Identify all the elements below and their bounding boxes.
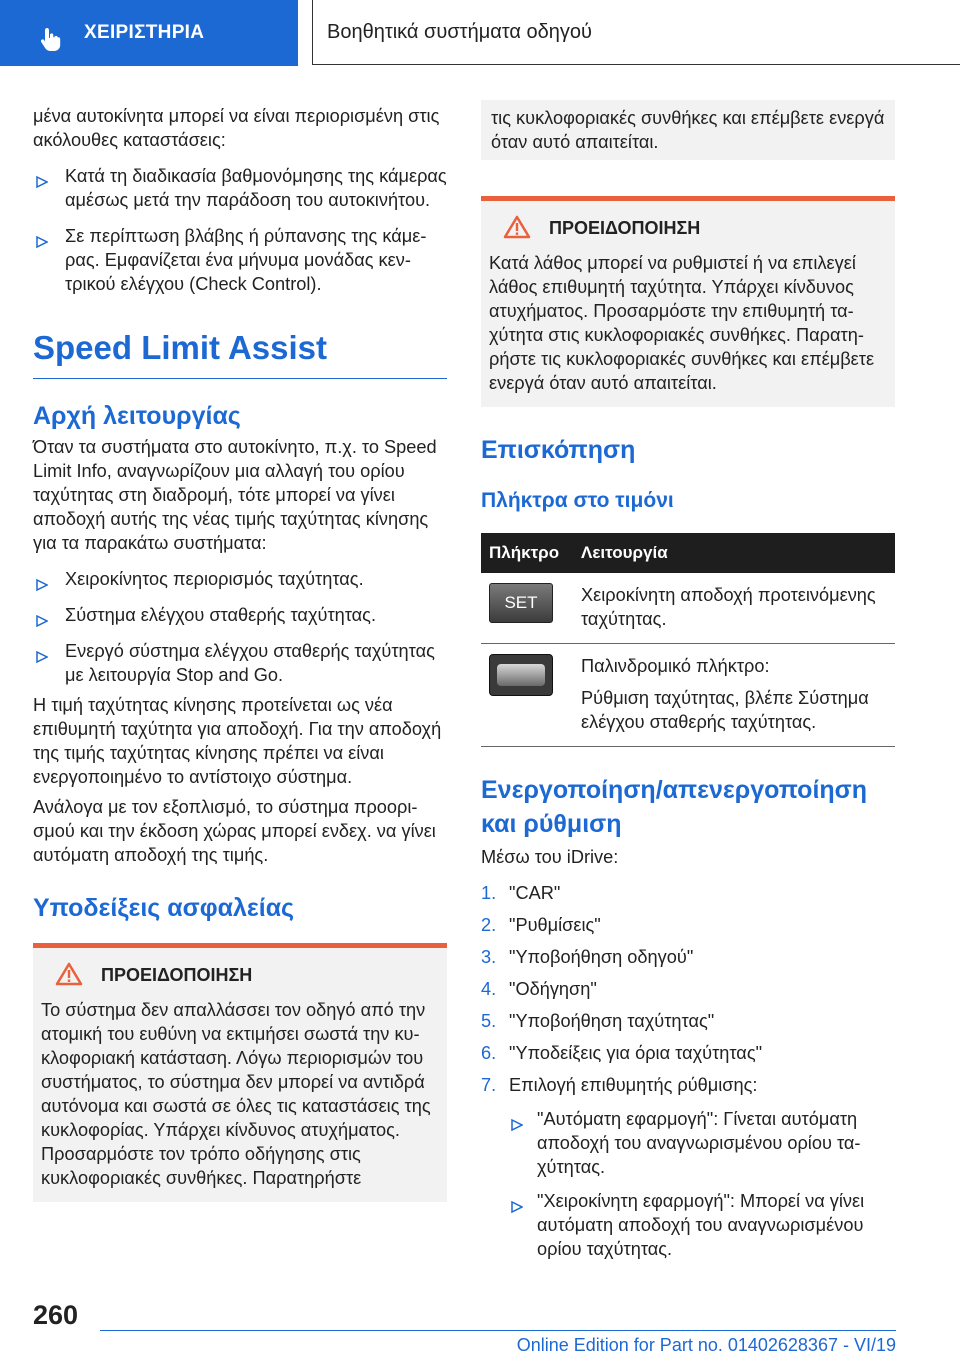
warning-title: ΠΡΟΕΙΔΟΠΟΙΗΣΗ — [101, 965, 253, 985]
warning-header — [489, 215, 887, 243]
warning-box — [481, 196, 895, 407]
step-text: "Οδήγηση" — [509, 979, 597, 999]
step-text: "Ρυθμίσεις" — [509, 915, 601, 935]
numbered-step — [481, 1009, 895, 1033]
step-number: 7. — [481, 1075, 497, 1095]
warning-triangle-icon — [55, 962, 83, 993]
step-text: Επιλογή επιθυμητής ρύθμισης: — [509, 1075, 758, 1095]
list-item-text: Σύστημα ελέγχου σταθερής ταχύτητας. — [65, 605, 376, 625]
step-number: 1. — [481, 883, 497, 903]
function-line: Παλινδρομικό πλήκτρο: — [581, 656, 770, 676]
triangle-bullet-icon — [36, 609, 48, 633]
step-text: "CAR" — [509, 883, 561, 903]
subheading-safety: Υποδείξεις ασφαλείας — [33, 894, 295, 922]
numbered-step — [481, 1073, 895, 1097]
warning-triangle-icon — [503, 215, 531, 246]
table-cell-function — [573, 644, 895, 747]
numbered-step — [481, 1041, 895, 1065]
set-button-icon — [489, 583, 553, 623]
triangle-bullet-icon — [511, 1113, 523, 1137]
table-row — [481, 644, 895, 747]
subheading-activation: Ενεργοποίηση/απενεργοποίηση και ρύθμιση — [481, 776, 868, 838]
keys-table — [481, 533, 895, 747]
list-item — [33, 567, 447, 591]
list-item-text: Κατά τη διαδικασία βαθμονόμησης της κάμερας αμέσως μετά την παράδοση του αυτοκινήτου. — [65, 166, 447, 210]
table-header-row — [481, 533, 895, 573]
page-header — [0, 0, 960, 66]
footer-divider — [100, 1330, 896, 1331]
numbered-step — [481, 913, 895, 937]
section-label: ΧΕΙΡΙΣΤΗΡΙΑ — [84, 22, 205, 43]
function-line: Ρύθμιση ταχύτητας, βλέπε Σύστημα ελέγχου σταθερής ταχύτητας. — [581, 688, 869, 732]
warning-header — [41, 962, 439, 990]
sub-list-text: "Αυτόματη εφαρμογή": Γίνεται αυτόματη αποδοχή του αναγνωρισμένου ορίου ταχύτητας. — [537, 1109, 861, 1177]
subheading-overview: Επισκόπηση — [481, 436, 636, 464]
sub-list-item — [481, 1189, 895, 1261]
intro-text: μένα αυτοκίνητα μπορεί να είναι περιορισμένη στις ακόλουθες καταστάσεις: — [33, 106, 440, 150]
step-text: "Υποβοήθηση ταχύτητας" — [509, 1011, 715, 1031]
paragraph: Ανάλογα με τον εξοπλισμό, το σύστημα προορισμού και την έκδοση χώρας μπορεί ενδεχ. να γίνει αυτόματη αποδοχή της τιμής. — [33, 797, 436, 865]
subheading-principle: Αρχή λειτουργίας — [33, 402, 241, 430]
sub-list-text: "Χειροκίνητη εφαρμογή": Μπορεί να γίνει αυτόματη αποδοχή του αναγνωρισμένου ορίου ταχύτητας. — [537, 1191, 865, 1259]
subheading-keys: Πλήκτρα στο τιμόνι — [481, 489, 674, 512]
triangle-bullet-icon — [36, 170, 48, 194]
list-item-text: Σε περίπτωση βλάβης ή ρύπανσης της κάμερας. Εμφανίζεται ένα μήνυμα μονάδας κεντρικού ελέγχου (Check Control). — [65, 226, 427, 294]
triangle-bullet-icon — [36, 645, 48, 669]
warning-continuation — [481, 100, 895, 160]
numbered-step — [481, 881, 895, 905]
numbered-step — [481, 977, 895, 1001]
set-button-label: SET — [504, 593, 538, 612]
step-number: 2. — [481, 915, 497, 935]
hand-pointer-icon — [40, 26, 64, 57]
chapter-title-text: Βοηθητικά συστήματα οδηγού — [327, 21, 592, 43]
list-item — [33, 224, 447, 296]
chapter-title — [312, 0, 960, 65]
via-text: Μέσω του iDrive: — [481, 847, 619, 867]
principle-text: Όταν τα συστήματα στο αυτοκίνητο, π.χ. το Speed Limit Info, αναγνωρίζουν μια αλλαγή του ορίου ταχύτητας στη διαδρομή, τότε μπορεί να γίνει αποδοχή αυτής της νέας τιμής ταχύτητας κίνησης για τα παρακάτω συστήματα: — [33, 437, 437, 553]
table-cell-key — [481, 644, 573, 747]
table-cell-function: Χειροκίνητη αποδοχή προτεινόμενης ταχύτητας. — [573, 573, 895, 644]
warning-box — [33, 943, 447, 1202]
rocker-switch-icon — [489, 654, 553, 696]
edition-text: Online Edition for Part no. 01402628367 - VI/19 — [516, 1335, 896, 1355]
section-tab[interactable] — [0, 0, 298, 66]
list-item-text: Χειροκίνητος περιορισμός ταχύτητας. — [65, 569, 364, 589]
list-item — [33, 639, 447, 687]
list-item — [33, 164, 447, 212]
right-column — [481, 100, 895, 1261]
triangle-bullet-icon — [511, 1195, 523, 1219]
table-header-function: Λειτουργία — [573, 533, 895, 573]
warning-title: ΠΡΟΕΙΔΟΠΟΙΗΣΗ — [549, 218, 701, 238]
step-text: "Υποδείξεις για όρια ταχύτητας" — [509, 1043, 763, 1063]
numbered-step — [481, 945, 895, 969]
main-heading: Speed Limit Assist — [33, 328, 447, 379]
list-item-text: Ενεργό σύστημα ελέγχου σταθερής ταχύτητας με λειτουργία Stop and Go. — [65, 641, 435, 685]
list-item — [33, 603, 447, 627]
table-header-key: Πλήκτρο — [481, 533, 573, 573]
table-row — [481, 573, 895, 644]
left-column — [33, 100, 447, 1202]
paragraph: Η τιμή ταχύτητας κίνησης προτείνεται ως νέα επιθυμητή ταχύτητα για αποδοχή. Για την αποδοχή της τιμής ταχύτητας κίνησης πρέπει να είναι ενεργοποιημένο το αντίστοιχο σύστημα. — [33, 695, 442, 787]
triangle-bullet-icon — [36, 230, 48, 254]
warning-text: Το σύστημα δεν απαλλάσσει τον οδηγό από την ατομική του ευθύνη να εκτιμήσει σωστά την κυκλοφοριακή κατάσταση. Λόγω περιορισμών του συστήματος, το σύστημα δεν μπορεί να αντιδρά αυτόνομα και σωστά σε όλες τις καταστάσεις της κυκλοφορίας. Υπάρχει κίνδυνος ατυχήματος. Προσαρμόστε τον τρόπο οδήγησης στις κυκλοφοριακές συνθήκες. Παρατηρήστε — [41, 1000, 431, 1188]
table-cell-key — [481, 573, 573, 644]
page-number: 260 — [33, 1300, 79, 1330]
step-number: 6. — [481, 1043, 497, 1063]
warning-continuation-text: τις κυκλοφοριακές συνθήκες και επέμβετε ενεργά όταν αυτό απαιτείται. — [491, 108, 885, 152]
sub-list-item — [481, 1107, 895, 1179]
step-number: 4. — [481, 979, 497, 999]
step-number: 3. — [481, 947, 497, 967]
step-number: 5. — [481, 1011, 497, 1031]
step-text: "Υποβοήθηση οδηγού" — [509, 947, 694, 967]
warning-text: Κατά λάθος μπορεί να ρυθμιστεί ή να επιλεγεί λάθος επιθυμητή ταχύτητα. Υπάρχει κίνδυνος ατυχήματος. Προσαρμόστε την επιθυμητή ταχύτητα στις κυκλοφοριακές συνθήκες. Παρατηρήστε τις κυκλοφοριακές συνθήκες και επέμβετε ενεργά όταν αυτό απαιτείται. — [489, 253, 875, 393]
triangle-bullet-icon — [36, 573, 48, 597]
